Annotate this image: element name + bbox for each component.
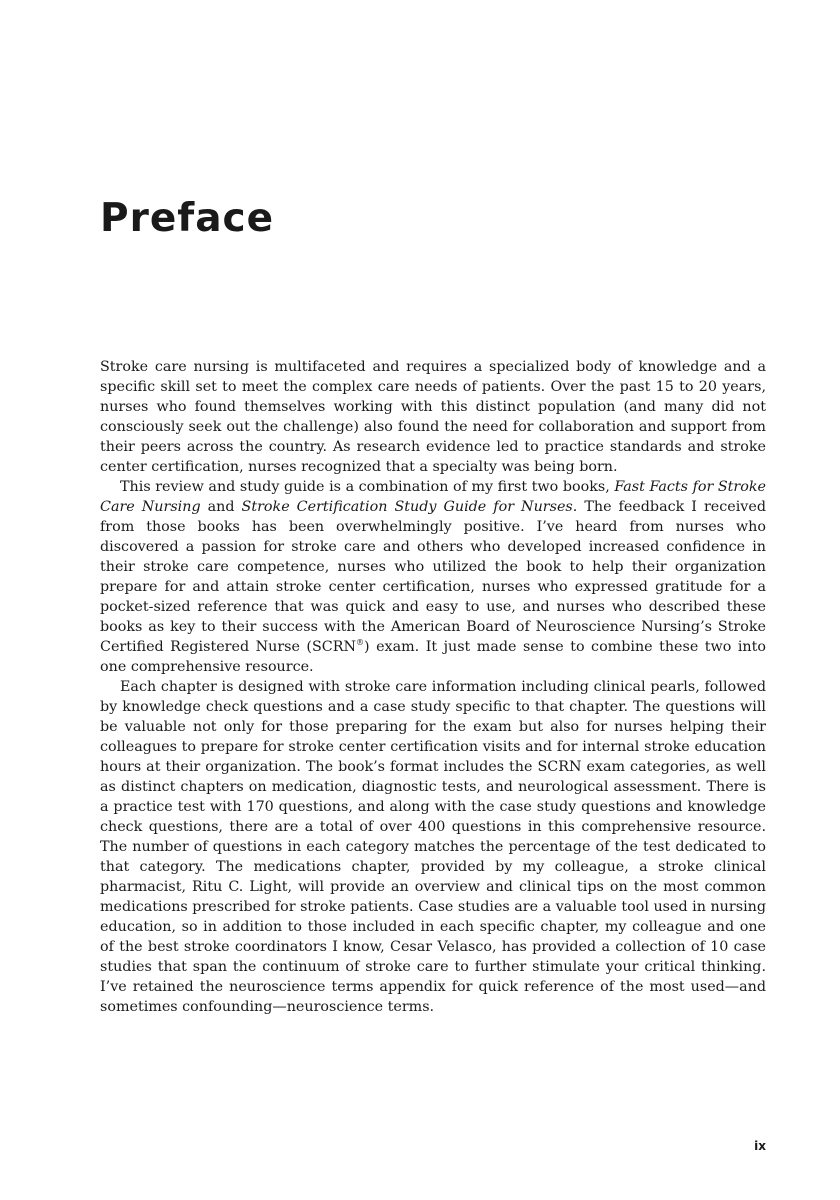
paragraph-2 (100, 477, 766, 677)
book-title-fast-facts: Fast Facts for Stroke Care Nursing (100, 479, 766, 515)
registered-mark: ® (356, 638, 365, 648)
paragraph-1: Stroke care nursing is multifaceted and requires a specialized body of knowledge and a specific skill set to meet the complex care needs of patients. Over the past 15 to 20 years, nurses who found themselves working with this distinct population (and many did not consciously seek out the challenge) also found the need for collaboration and support from their peers across the country. As research evidence led to practice standards and stroke center certification, nurses recognized that a specialty was being born. (100, 359, 766, 475)
paragraph-2-text-d: ) exam. It just made sense to combine these two into one comprehensive resource. (100, 639, 766, 675)
paragraph-2-text-c: . The feedback I received from those books has been overwhelmingly positive. I’ve heard from nurses who discovered a passion for stroke care and others who developed increased confidence in their stroke care competence, nurses who utilized the book to help their organization prepare for and attain stroke center certification, nurses who expressed gratitude for a pocket-sized reference that was quick and easy to use, and nurses who described these books as key to their success with the American Board of Neuroscience Nursing’s Stroke Certified Registered Nurse (SCRN (100, 499, 766, 655)
page-title: Preface (100, 196, 275, 241)
paragraph-2-text-b: and (200, 499, 242, 515)
paragraph-3: Each chapter is designed with stroke care information including clinical pearls, followed by knowledge check questions and a case study specific to that chapter. The questions will be valuable not only for those preparing for the exam but also for nurses helping their colleagues to prepare for stroke center certification visits and for internal stroke education hours at their organization. The book’s format includes the SCRN exam categories, as well as distinct chapters on medication, diagnostic tests, and neurological assessment. There is a practice test with 170 questions, and along with the case study questions and knowledge check questions, there are a total of over 400 questions in this comprehensive resource. The number of questions in each category matches the percentage of the test dedicated to that category. The medications chapter, provided by my colleague, a stroke clinical pharmacist, Ritu C. Light, will provide an overview and clinical tips on the most common medications prescribed for stroke patients. Case studies are a valuable tool used in nursing education, so in addition to those included in each specific chapter, my colleague and one of the best stroke coordinators I know, Cesar Velasco, has provided a collection of 10 case studies that span the continuum of stroke care to further stimulate your critical thinking. I’ve retained the neuroscience terms appendix for quick reference of the most used—and sometimes confounding—neuroscience terms. (100, 679, 766, 1015)
body-text (100, 357, 766, 1017)
page-number: ix (754, 1139, 766, 1153)
paragraph-2-text-a: This review and study guide is a combination of my first two books, (120, 479, 615, 495)
book-title-study-guide: Stroke Certification Study Guide for Nurses (241, 499, 573, 515)
